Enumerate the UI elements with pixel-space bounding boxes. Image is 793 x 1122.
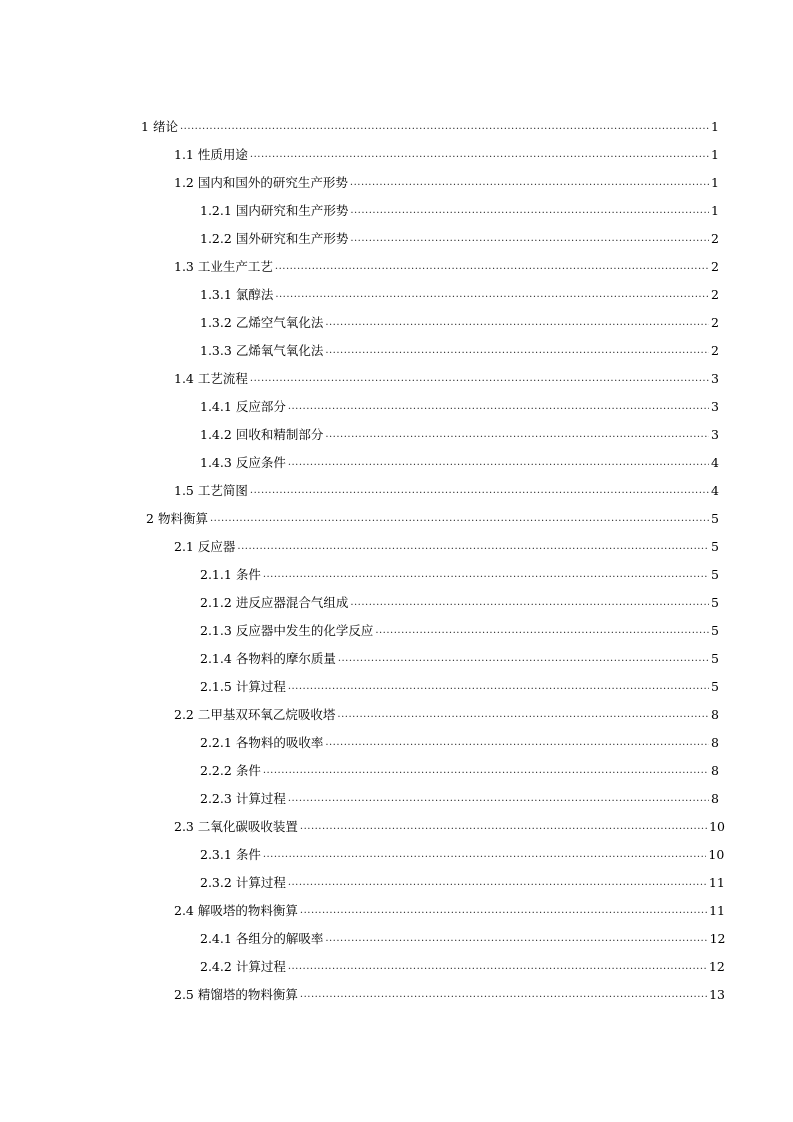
toc-entry[interactable] [0, 169, 793, 197]
toc-entry-page-number: 10 [708, 847, 725, 862]
toc-entry-label [174, 981, 298, 1009]
toc-entry[interactable] [0, 393, 793, 421]
toc-entry-page-number: 5 [711, 567, 719, 582]
toc-leader-dots [337, 701, 709, 729]
toc-entry-label [200, 757, 261, 785]
toc-leader-dots [250, 477, 709, 505]
toc-entry-label [200, 953, 286, 981]
toc-leader-dots [300, 897, 707, 925]
toc-leader-dots [275, 281, 709, 309]
toc-entry-label [200, 393, 286, 421]
toc-entry-page-number: 13 [709, 987, 726, 1002]
toc-entry-label [141, 113, 178, 141]
toc-entry-page-number: 10 [709, 819, 726, 834]
toc-entry-page-number: 5 [711, 539, 719, 554]
toc-entry-number: 2.3.1 [200, 847, 232, 862]
toc-entry[interactable] [0, 925, 793, 953]
toc-leader-dots [325, 925, 707, 953]
toc-entry-page-number: 1 [711, 147, 719, 162]
toc-entry-label [200, 197, 348, 225]
toc-entry-page-number: 1 [711, 175, 719, 190]
toc-entry-title: 二氧化碳吸收装置 [197, 819, 298, 834]
toc-entry-number: 1 [141, 119, 149, 134]
toc-entry[interactable] [0, 141, 793, 169]
toc-entry-number: 2.1.2 [200, 595, 232, 610]
toc-leader-dots [350, 225, 709, 253]
toc-leader-dots [325, 421, 709, 449]
toc-leader-dots [288, 953, 707, 981]
toc-entry-number: 2.4.2 [200, 959, 232, 974]
toc-entry-title: 反应部分 [235, 399, 286, 414]
toc-entry-title: 物料衡算 [157, 511, 208, 526]
toc-entry[interactable] [0, 673, 793, 701]
toc-entry-page-number: 5 [711, 679, 719, 694]
toc-entry-title: 绪论 [152, 119, 178, 134]
toc-entry[interactable] [0, 225, 793, 253]
toc-entry-title: 回收和精制部分 [235, 427, 324, 442]
toc-entry-label [174, 141, 248, 169]
toc-leader-dots [263, 561, 709, 589]
toc-entry-number: 2.4 [174, 903, 194, 918]
toc-entry[interactable] [0, 421, 793, 449]
table-of-contents [0, 113, 793, 1009]
toc-entry-label [174, 897, 298, 925]
toc-entry-page-number: 11 [709, 903, 726, 918]
toc-entry-number: 2.4.1 [200, 931, 232, 946]
toc-entry-label [174, 477, 248, 505]
toc-entry-label [174, 253, 273, 281]
toc-entry-number: 2.1.3 [200, 623, 232, 638]
toc-entry-number: 2.1 [174, 539, 194, 554]
toc-entry-title: 国外研究和生产形势 [235, 231, 349, 246]
toc-leader-dots [263, 841, 707, 869]
toc-entry[interactable] [0, 645, 793, 673]
toc-entry-title: 氯醇法 [235, 287, 274, 302]
toc-leader-dots [375, 617, 709, 645]
toc-entry[interactable] [0, 953, 793, 981]
toc-entry[interactable] [0, 841, 793, 869]
toc-leader-dots [275, 253, 709, 281]
toc-leader-dots [300, 813, 707, 841]
toc-entry[interactable] [0, 365, 793, 393]
toc-entry[interactable] [0, 253, 793, 281]
toc-entry-page-number: 5 [711, 595, 719, 610]
toc-entry-page-number: 4 [711, 483, 719, 498]
toc-entry-page-number: 1 [711, 203, 719, 218]
toc-entry-title: 工艺流程 [197, 371, 248, 386]
toc-entry-number: 1.3 [174, 259, 194, 274]
toc-leader-dots [210, 505, 709, 533]
toc-leader-dots [338, 645, 709, 673]
toc-leader-dots [288, 449, 709, 477]
toc-entry[interactable] [0, 617, 793, 645]
toc-entry-title: 国内研究和生产形势 [235, 203, 349, 218]
toc-entry-number: 2.2 [174, 707, 194, 722]
toc-entry-title: 各组分的解吸率 [235, 931, 324, 946]
toc-entry[interactable] [0, 589, 793, 617]
toc-entry[interactable] [0, 281, 793, 309]
toc-entry-number: 1.4.1 [200, 399, 232, 414]
toc-leader-dots [325, 309, 709, 337]
toc-entry-page-number: 2 [711, 315, 719, 330]
toc-entry-number: 2.2.3 [200, 791, 232, 806]
toc-entry-title: 各物料的吸收率 [235, 735, 324, 750]
toc-entry[interactable] [0, 561, 793, 589]
toc-entry[interactable] [0, 813, 793, 841]
toc-entry-title: 精馏塔的物料衡算 [197, 987, 298, 1002]
toc-entry-title: 反应器 [197, 539, 236, 554]
toc-entry-label [174, 701, 335, 729]
toc-entry-page-number: 5 [711, 623, 719, 638]
toc-entry-label [200, 841, 261, 869]
toc-entry[interactable] [0, 533, 793, 561]
toc-entry-label [174, 813, 298, 841]
toc-entry[interactable] [0, 785, 793, 813]
toc-entry-number: 1.2.2 [200, 231, 232, 246]
toc-entry-number: 2.5 [174, 987, 194, 1002]
toc-leader-dots [180, 113, 709, 141]
toc-entry-title: 二甲基双环氧乙烷吸收塔 [197, 707, 336, 722]
toc-leader-dots [288, 393, 709, 421]
toc-entry-number: 1.2 [174, 175, 194, 190]
toc-leader-dots [263, 757, 709, 785]
toc-leader-dots [237, 533, 709, 561]
toc-entry-label [174, 169, 348, 197]
toc-entry[interactable] [0, 897, 793, 925]
toc-entry-title: 计算过程 [235, 875, 286, 890]
toc-leader-dots [350, 197, 709, 225]
toc-entry-page-number: 3 [711, 371, 719, 386]
toc-entry-number: 1.1 [174, 147, 194, 162]
toc-entry-label [200, 645, 336, 673]
toc-entry[interactable] [0, 729, 793, 757]
toc-entry-number: 1.3.2 [200, 315, 232, 330]
toc-entry-label [200, 869, 286, 897]
toc-entry-number: 2 [146, 511, 154, 526]
toc-entry-title: 进反应器混合气组成 [235, 595, 349, 610]
toc-entry-label [200, 421, 323, 449]
toc-entry[interactable] [0, 869, 793, 897]
toc-leader-dots [350, 589, 709, 617]
toc-entry-number: 2.2.1 [200, 735, 232, 750]
toc-entry-title: 条件 [235, 567, 261, 582]
toc-entry-page-number: 2 [711, 259, 719, 274]
toc-entry-number: 2.3.2 [200, 875, 232, 890]
toc-entry-page-number: 5 [711, 511, 719, 526]
toc-entry-title: 条件 [235, 763, 261, 778]
toc-entry[interactable] [0, 197, 793, 225]
toc-entry-number: 1.2.1 [200, 203, 232, 218]
toc-leader-dots [350, 169, 709, 197]
toc-entry-title: 解吸塔的物料衡算 [197, 903, 298, 918]
toc-entry-page-number: 5 [711, 651, 719, 666]
toc-entry-label [200, 449, 286, 477]
toc-entry-title: 乙烯氧气氧化法 [235, 343, 324, 358]
toc-entry-label [200, 337, 323, 365]
toc-entry-label [200, 673, 286, 701]
toc-entry-label [200, 561, 261, 589]
toc-entry-page-number: 3 [711, 399, 719, 414]
toc-entry-label [200, 925, 323, 953]
toc-entry-number: 1.3.3 [200, 343, 232, 358]
toc-entry-label [174, 365, 248, 393]
toc-entry-title: 乙烯空气氧化法 [235, 315, 324, 330]
toc-leader-dots [250, 365, 709, 393]
toc-leader-dots [288, 785, 709, 813]
toc-entry-label [200, 589, 348, 617]
toc-entry-number: 2.1.4 [200, 651, 232, 666]
toc-entry-number: 1.5 [174, 483, 194, 498]
toc-entry-number: 2.3 [174, 819, 194, 834]
toc-entry-title: 各物料的摩尔质量 [235, 651, 336, 666]
toc-leader-dots [288, 869, 707, 897]
toc-entry[interactable] [0, 113, 793, 141]
toc-entry[interactable] [0, 701, 793, 729]
toc-entry-number: 2.1.1 [200, 567, 232, 582]
toc-entry-page-number: 3 [711, 427, 719, 442]
toc-entry-page-number: 8 [711, 763, 719, 778]
toc-entry[interactable] [0, 309, 793, 337]
toc-entry-page-number: 8 [711, 735, 719, 750]
toc-entry[interactable] [0, 477, 793, 505]
toc-entry-title: 计算过程 [235, 959, 286, 974]
toc-entry[interactable] [0, 337, 793, 365]
toc-entry-label [200, 729, 323, 757]
toc-entry-number: 1.3.1 [200, 287, 232, 302]
toc-entry-label [200, 309, 323, 337]
toc-entry-page-number: 2 [711, 231, 719, 246]
toc-entry-title: 国内和国外的研究生产形势 [197, 175, 348, 190]
toc-entry-title: 工艺简图 [197, 483, 248, 498]
toc-entry-page-number: 11 [708, 875, 725, 890]
toc-entry-title: 工业生产工艺 [197, 259, 273, 274]
toc-entry-title: 计算过程 [235, 791, 286, 806]
toc-entry[interactable] [0, 981, 793, 1009]
toc-entry-title: 计算过程 [235, 679, 286, 694]
toc-entry-number: 1.4.3 [200, 455, 232, 470]
toc-leader-dots [288, 673, 709, 701]
toc-entry-label [200, 281, 273, 309]
toc-entry-number: 1.4 [174, 371, 194, 386]
toc-entry-label [200, 785, 286, 813]
toc-entry-label [200, 617, 373, 645]
toc-entry-title: 反应条件 [235, 455, 286, 470]
toc-entry-title: 条件 [235, 847, 261, 862]
toc-entry-title: 性质用途 [197, 147, 248, 162]
toc-entry-page-number: 8 [711, 707, 719, 722]
toc-entry-title: 反应器中发生的化学反应 [235, 623, 374, 638]
toc-entry-label [200, 225, 348, 253]
toc-entry[interactable] [0, 757, 793, 785]
toc-entry-page-number: 4 [711, 455, 719, 470]
toc-entry[interactable] [0, 505, 793, 533]
toc-leader-dots [300, 981, 707, 1009]
toc-entry-page-number: 12 [708, 959, 725, 974]
toc-entry-number: 1.4.2 [200, 427, 232, 442]
toc-leader-dots [325, 729, 709, 757]
toc-leader-dots [250, 141, 709, 169]
toc-entry-page-number: 1 [711, 119, 719, 134]
toc-entry-label [146, 505, 208, 533]
toc-leader-dots [325, 337, 709, 365]
toc-entry-number: 2.2.2 [200, 763, 232, 778]
toc-entry[interactable] [0, 449, 793, 477]
toc-entry-page-number: 2 [711, 287, 719, 302]
toc-entry-page-number: 2 [711, 343, 719, 358]
toc-entry-page-number: 8 [711, 791, 719, 806]
toc-entry-page-number: 12 [709, 931, 726, 946]
toc-entry-number: 2.1.5 [200, 679, 232, 694]
toc-entry-label [174, 533, 235, 561]
